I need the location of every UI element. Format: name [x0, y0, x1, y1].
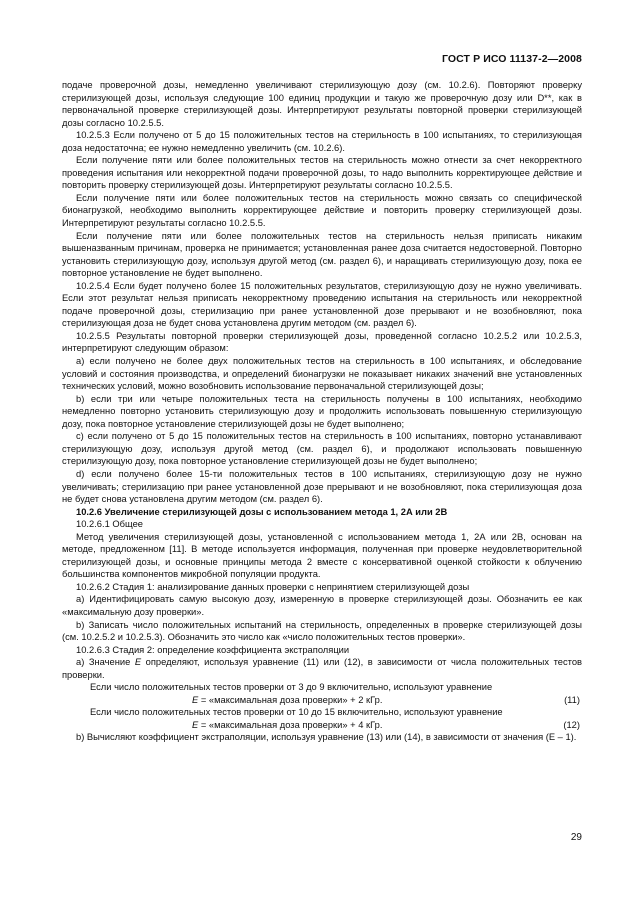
equation-12: [62, 719, 582, 732]
subsection-title: 10.2.6.2 Стадия 1: анализирование данных проверки с непринятием стерилизующей дозы: [76, 581, 470, 592]
list-item: c) если получено от 5 до 15 положительных тестов на стерильность в 100 испытаниях, повторно устанавливают стерилизующую дозу, используя другой метод (см. раздел 6), и продолжают использовать повышенную стерилизующую дозу, пока повторное установление стерилизующей дозы не будет выполнено;: [62, 431, 582, 467]
document-header: ГОСТ Р ИСО 11137-2—2008: [441, 53, 582, 65]
subsection-title: 10.2.6.3 Стадия 2: определение коэффициента экстраполяции: [76, 644, 350, 655]
paragraph: Если число положительных тестов проверки от 10 до 15 включительно, используют уравнение: [90, 707, 503, 718]
paragraph: Если получение пяти или более положительных тестов на стерильность нельзя приписать никаким вышеназванным причинам, проверка не принимается; установленная ранее доза считается недостоверной. Повторно установить стерилизующую дозу, используя другой метод (см. раздел 6), и наращивать стерилизующую дозу, пока ее повторное установление не будет выполнено.: [62, 230, 582, 279]
text-run: определяют, используя уравнение (11) или (12), в зависимости от числа положительных тестов проверки.: [62, 657, 582, 680]
list-item: [62, 656, 582, 681]
paragraph: 10.2.5.5 Результаты повторной проверки стерилизующей дозы, проведенной согласно 10.2.5.2 или 10.2.5.3, интерпретируют следующим образом:: [62, 330, 582, 354]
equation-number: (12): [563, 719, 580, 730]
variable-e: E: [192, 719, 199, 730]
variable-e: E: [192, 694, 199, 705]
paragraph: 10.2.5.3 Если получено от 5 до 15 положительных тестов на стерильность в 100 испытаниях, то стерилизующая доза недостаточна; ее нужно немедленно увеличить (см. 10.2.6).: [62, 130, 582, 153]
list-item: b) Записать число положительных испытаний на стерильность, определенных в проверке стерилизующей дозы (см. 10.2.5.2 и 10.2.5.3). Обозначить это число как «число положительных тестов проверки».: [62, 619, 582, 643]
equation-text: = «максимальная доза проверки» + 2 кГр.: [198, 694, 383, 705]
list-item: d) если получено более 15-ти положительных тестов в 100 испытаниях, стерилизующую дозу не нужно увеличивать; стерилизацию при ранее установленной дозе прерывают и не возобновляют, пока стерилизующая доза не будет снова установлена другим методом (см. раздел 6).: [62, 468, 582, 505]
paragraph: подаче проверочной дозы, немедленно увеличивают стерилизующую дозу (см. 10.2.6). Повторяют проверку стерилизующей дозы, используя следующие 100 единиц продукции и такую же проверочную дозу или D**, как в первоначальной проверке стерилизующей дозы. Интерпретируют результаты повторной проверки стерилизующей дозы согласно 10.2.5.5.: [62, 80, 582, 128]
paragraph: Если число положительных тестов проверки от 3 до 9 включительно, используют уравнение: [90, 682, 493, 693]
text-run: a) Значение: [76, 657, 135, 668]
list-item: a) если получено не более двух положительных тестов на стерильность в 100 испытаниях, и обследование условий и состояния производства, и определений бионагрузки не показывает никаких значений вне установленных технических условий, можно возобновить использование первоначальной стерилизующей дозы;: [62, 356, 582, 392]
equation-number: (11): [564, 694, 580, 705]
paragraph: Метод увеличения стерилизующей дозы, установленной с использованием метода 1, 2А или 2В, основан на методе, предложенном [11]. В методе используется информация, полученная при проверке неудовлетворительной стерилизующей дозы, и основные принципы метода 2 вместе с консервативной оценкой стойкости к облучению большинства компонентов микробной популяции продукта.: [62, 531, 582, 580]
list-item: b) если три или четыре положительных теста на стерильность получены в 100 испытаниях, необходимо немедленно повторно установить стерилизующую дозу и продолжить использовать повышенную стерилизующую дозу, пока повторное установление стерилизующей дозы не будет выполнено;: [62, 393, 582, 429]
page-number: 29: [570, 832, 582, 843]
list-item: a) Идентифицировать самую высокую дозу, измеренную в проверке стерилизующей дозы. Обозначить ее как «максимальную дозу проверки».: [62, 594, 582, 617]
variable-e: E: [134, 657, 142, 668]
list-item: b) Вычисляют коэффициент экстраполяции, используя уравнение (13) или (14), в зависимости от значения (E – 1).: [76, 732, 577, 743]
paragraph: Если получение пяти или более положительных тестов на стерильность можно отнести за счет некорректного проведения испытания или некорректной подачи проверочной дозы, то надо выполнить корректирующее действие и повторить проверку стерилизующей дозы. Интерпретируют результаты согласно 10.2.5.5.: [62, 155, 582, 191]
paragraph: Если получение пяти или более положительных тестов на стерильность можно связать со специфической бионагрузкой, необходимо выполнить корректирующее действие и повторить проверку стерилизующей дозы. Интерпретируют результаты согласно 10.2.5.5.: [62, 192, 582, 229]
equation-text: = «максимальная доза проверки» + 4 кГр.: [198, 719, 383, 730]
subsection-title: 10.2.6.1 Общее: [76, 519, 143, 530]
document-body: [62, 79, 582, 744]
section-heading: 10.2.6 Увеличение стерилизующей дозы с использованием метода 1, 2А или 2В: [76, 506, 448, 517]
equation-11: [62, 694, 582, 707]
paragraph: 10.2.5.4 Если будет получено более 15 положительных результатов, стерилизующую дозу не нужно увеличивать. Если этот результат нельзя приписать некорректному проведению испытания на стерильность или некорректной подаче проверочной дозы, стерилизацию при ранее установленной дозе прерывают и не возобновляют, пока стерилизующая доза не будет снова установлена другим методом (см. раздел 6).: [62, 280, 582, 329]
